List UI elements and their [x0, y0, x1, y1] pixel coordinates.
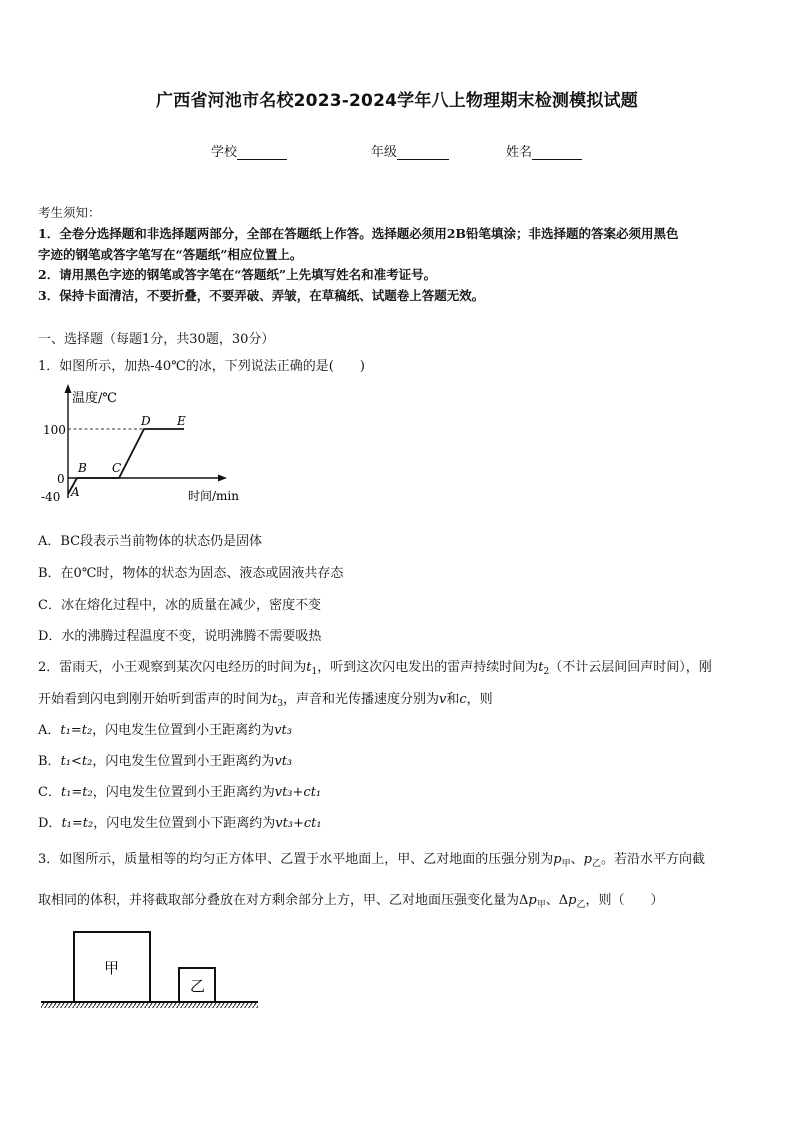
- option-expr: t₁<t₂: [60, 754, 93, 769]
- notice-heading: 考生须知：: [38, 205, 101, 220]
- q3-text: ，则（ ）: [585, 893, 664, 908]
- q2-option-a: [38, 719, 292, 738]
- school-blank: [237, 146, 287, 160]
- grade-blank: [397, 146, 449, 160]
- name-blank: [532, 146, 582, 160]
- q2-text: 和: [446, 692, 460, 707]
- grade-label: 年级: [371, 145, 398, 160]
- q2-option-b: [38, 750, 292, 769]
- q2-text: ，则: [466, 692, 493, 707]
- option-answer: vt₃: [274, 754, 293, 769]
- q3-text: 取相同的体积，并将截取部分叠放在对方剩余部分上方，甲、乙对地面压强变化量为: [38, 893, 520, 908]
- subscript-yi: 乙: [591, 859, 601, 869]
- ground-hatching: [41, 1003, 258, 1008]
- option-text: ，闪电发生位置到小王距离约为: [92, 785, 275, 800]
- option-expr: t₁=t₂: [60, 785, 93, 800]
- q1-option-a: A．BC段表示当前物体的状态仍是固体: [38, 534, 263, 549]
- tick-100: 100: [43, 423, 66, 437]
- point-a-label: A: [71, 485, 80, 499]
- q3-cubes-figure: [38, 928, 262, 1012]
- name-field: [506, 141, 582, 160]
- notice-item-1b: 字迹的钢笔或答字笔写在“答题纸”相应位置上。: [38, 247, 303, 262]
- grade-field: [371, 141, 449, 160]
- q3-text: 3．如图所示，质量相等的均匀正方体甲、乙置于水平地面上，甲、乙对地面的压强分别为: [38, 852, 554, 867]
- q2-option-c: [38, 781, 321, 800]
- q3-text: 、: [545, 893, 559, 908]
- var-p: p: [553, 852, 562, 867]
- notice-item-2: 2．请用黑色字迹的钢笔或答字笔在“答题纸”上先填写姓名和准考证号。: [38, 267, 437, 282]
- q3-stem-line2: [38, 889, 664, 910]
- notice-item-3: 3．保持卡面清洁，不要折叠，不要弄破、弄皱，在草稿纸、试题卷上答题无效。: [38, 288, 485, 303]
- y-axis-arrow-icon: [65, 384, 72, 393]
- y-axis-label: 温度/℃: [72, 391, 117, 406]
- q3-stem-line1: [38, 848, 705, 869]
- school-label: 学校: [211, 145, 238, 160]
- point-c-label: C: [112, 461, 122, 475]
- name-label: 姓名: [506, 145, 533, 160]
- subscript: 1: [311, 667, 318, 677]
- q2-text: （不计云层间回声时间），刚: [549, 660, 712, 675]
- point-d-label: D: [141, 414, 151, 428]
- option-label: D．: [38, 816, 62, 831]
- option-answer: vt₃+ct₁: [275, 816, 322, 831]
- q2-option-d: [38, 812, 322, 831]
- option-answer: vt₃: [274, 723, 292, 738]
- var-c: c: [459, 692, 467, 707]
- option-answer: vt₃+ct₁: [274, 785, 322, 800]
- point-e-label: E: [177, 414, 186, 428]
- q3-text: 、: [570, 852, 584, 867]
- var-t: t: [538, 660, 544, 675]
- subscript-yi: 乙: [576, 900, 586, 910]
- q1-option-c: C．冰在熔化过程中，冰的质量在减少，密度不变: [38, 598, 321, 613]
- option-text: ，闪电发生位置到小下距离约为: [93, 816, 276, 831]
- page-title: 广西省河池市名校2023-2024学年八上物理期末检测模拟试题: [156, 91, 638, 111]
- tick-minus-40: -40: [41, 490, 61, 504]
- q2-text: ，听到这次闪电发出的雷声持续时间为: [317, 660, 539, 675]
- subscript: 3: [277, 699, 283, 709]
- point-b-label: B: [78, 461, 87, 475]
- q1-option-d: D．水的沸腾过程温度不变，说明沸腾不需要吸热: [38, 629, 322, 644]
- q2-text: 2．雷雨天，小王观察到某次闪电经历的时间为: [38, 660, 307, 675]
- q1-temperature-graph: [38, 384, 248, 508]
- option-expr: t₁=t₂: [60, 723, 93, 738]
- x-axis-arrow-icon: [218, 475, 227, 482]
- school-field: [211, 141, 287, 160]
- tick-0: 0: [57, 472, 65, 486]
- var-p: p: [528, 893, 537, 908]
- subscript: 2: [543, 667, 550, 677]
- subscript-jia: 甲: [536, 900, 546, 910]
- q1-option-b: B．在0℃时，物体的状态为固态、液态或固液共存态: [38, 566, 344, 581]
- var-t: t: [272, 692, 278, 707]
- q2-stem-line2: [38, 688, 493, 709]
- option-label: B．: [38, 754, 61, 769]
- q2-stem-line1: [38, 656, 712, 677]
- subscript-jia: 甲: [561, 859, 571, 869]
- notice-item-1a: 1．全卷分选择题和非选择题两部分，全部在答题纸上作答。选择题必须用2B铅笔填涂；非选择题的答案必须用黑色: [38, 226, 679, 241]
- var-t: t: [306, 660, 312, 675]
- x-axis-label: 时间/min: [188, 489, 239, 503]
- option-label: A．: [38, 723, 61, 738]
- option-expr: t₁=t₂: [61, 816, 94, 831]
- var-p: p: [568, 893, 577, 908]
- var-v: v: [439, 692, 447, 707]
- q2-text: ，声音和光传播速度分别为: [282, 692, 439, 707]
- section-heading: 一、选择题（每题1分，共30题，30分）: [38, 332, 275, 347]
- cube-jia-label: 甲: [104, 959, 120, 977]
- option-text: ，闪电发生位置到小王距离约为: [92, 723, 275, 738]
- option-label: C．: [38, 785, 61, 800]
- cube-yi-label: 乙: [190, 977, 206, 995]
- q1-stem: 1．如图所示，加热-40℃的冰，下列说法正确的是( ): [38, 359, 365, 374]
- delta-symbol: Δ: [519, 893, 529, 908]
- q2-text: 开始看到闪电到刚开始听到雷声的时间为: [38, 692, 273, 707]
- delta-symbol: Δ: [558, 893, 569, 908]
- q3-text: 。若沿水平方向截: [600, 852, 705, 867]
- option-text: ，闪电发生位置到小王距离约为: [92, 754, 275, 769]
- var-p: p: [583, 852, 592, 867]
